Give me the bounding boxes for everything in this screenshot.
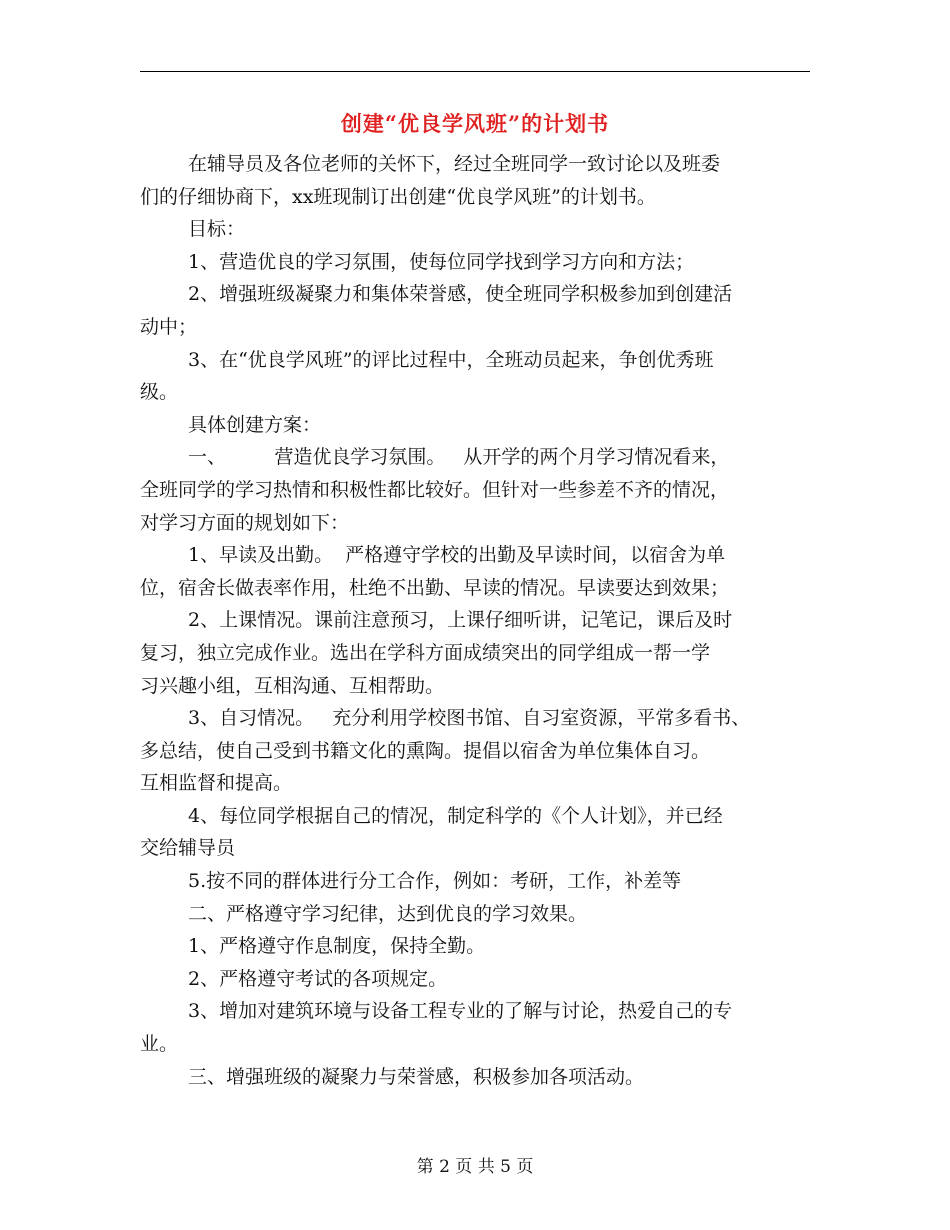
text-line: 2、增强班级凝聚力和集体荣誉感，使全班同学积极参加到创建活 bbox=[188, 283, 733, 306]
text-line: 动中； bbox=[140, 315, 198, 338]
text-line: 互相监督和提高。 bbox=[140, 772, 293, 795]
text-line: 三、增强班级的凝聚力与荣誉感，积极参加各项活动。 bbox=[188, 1065, 645, 1088]
text-line: 3、自习情况。 充分利用学校图书馆、自习室资源，平常多看书、 bbox=[188, 707, 751, 730]
header-rule bbox=[140, 71, 810, 72]
text-line: 二、严格遵守学习纪律，达到优良的学习效果。 bbox=[188, 902, 588, 925]
text-line: 3、增加对建筑环境与设备工程专业的了解与讨论，热爱自己的专 bbox=[188, 1000, 733, 1023]
text-line: 全班同学的学习热情和积极性都比较好。但针对一些参差不齐的情况， bbox=[140, 478, 730, 501]
text-line: 5.按不同的群体进行分工合作，例如：考研，工作，补差等 bbox=[188, 870, 682, 893]
text-line: 1、早读及出勤。 严格遵守学校的出勤及早读时间，以宿舍为单 bbox=[188, 544, 726, 567]
text-line: 3、在“优良学风班”的评比过程中，全班动员起来，争创优秀班 bbox=[188, 348, 714, 371]
page-footer: 第 2 页 共 5 页 bbox=[416, 1157, 534, 1177]
text-line: 一、 营造优良学习氛围。 从开学的两个月学习情况看来， bbox=[188, 446, 730, 469]
text-line: 习兴趣小组，互相沟通、互相帮助。 bbox=[140, 674, 445, 697]
text-line: 目标： bbox=[188, 218, 246, 241]
text-line: 们的仔细协商下，xx班现制订出创建“优良学风班”的计划书。 bbox=[140, 185, 656, 208]
document-title: 创建“优良学风班”的计划书 bbox=[340, 111, 610, 136]
text-line: 级。 bbox=[140, 381, 179, 404]
text-line: 具体创建方案： bbox=[188, 413, 322, 436]
text-line: 1、严格遵守作息制度，保持全勤。 bbox=[188, 935, 486, 958]
text-line: 业。 bbox=[140, 1033, 179, 1056]
text-line: 交给辅导员 bbox=[140, 837, 236, 860]
text-line: 位，宿舍长做表率作用，杜绝不出勤、早读的情况。早读要达到效果； bbox=[140, 576, 730, 599]
text-line: 1、营造优良的学习氛围，使每位同学找到学习方向和方法； bbox=[188, 250, 695, 273]
text-line: 对学习方面的规划如下： bbox=[140, 511, 350, 534]
document-body bbox=[140, 148, 816, 1093]
text-line: 在辅导员及各位老师的关怀下，经过全班同学一致讨论以及班委 bbox=[188, 153, 721, 175]
text-line: 2、严格遵守考试的各项规定。 bbox=[188, 967, 448, 990]
text-line: 2、上课情况。课前注意预习，上课仔细听讲，记笔记，课后及时 bbox=[188, 609, 733, 632]
text-line: 多总结，使自己受到书籍文化的熏陶。提倡以宿舍为单位集体自习。 bbox=[140, 739, 711, 762]
text-line: 4、每位同学根据自己的情况，制定科学的《个人计划》，并已经 bbox=[188, 804, 723, 827]
text-line: 复习，独立完成作业。选出在学科方面成绩突出的同学组成一帮一学 bbox=[140, 641, 711, 664]
